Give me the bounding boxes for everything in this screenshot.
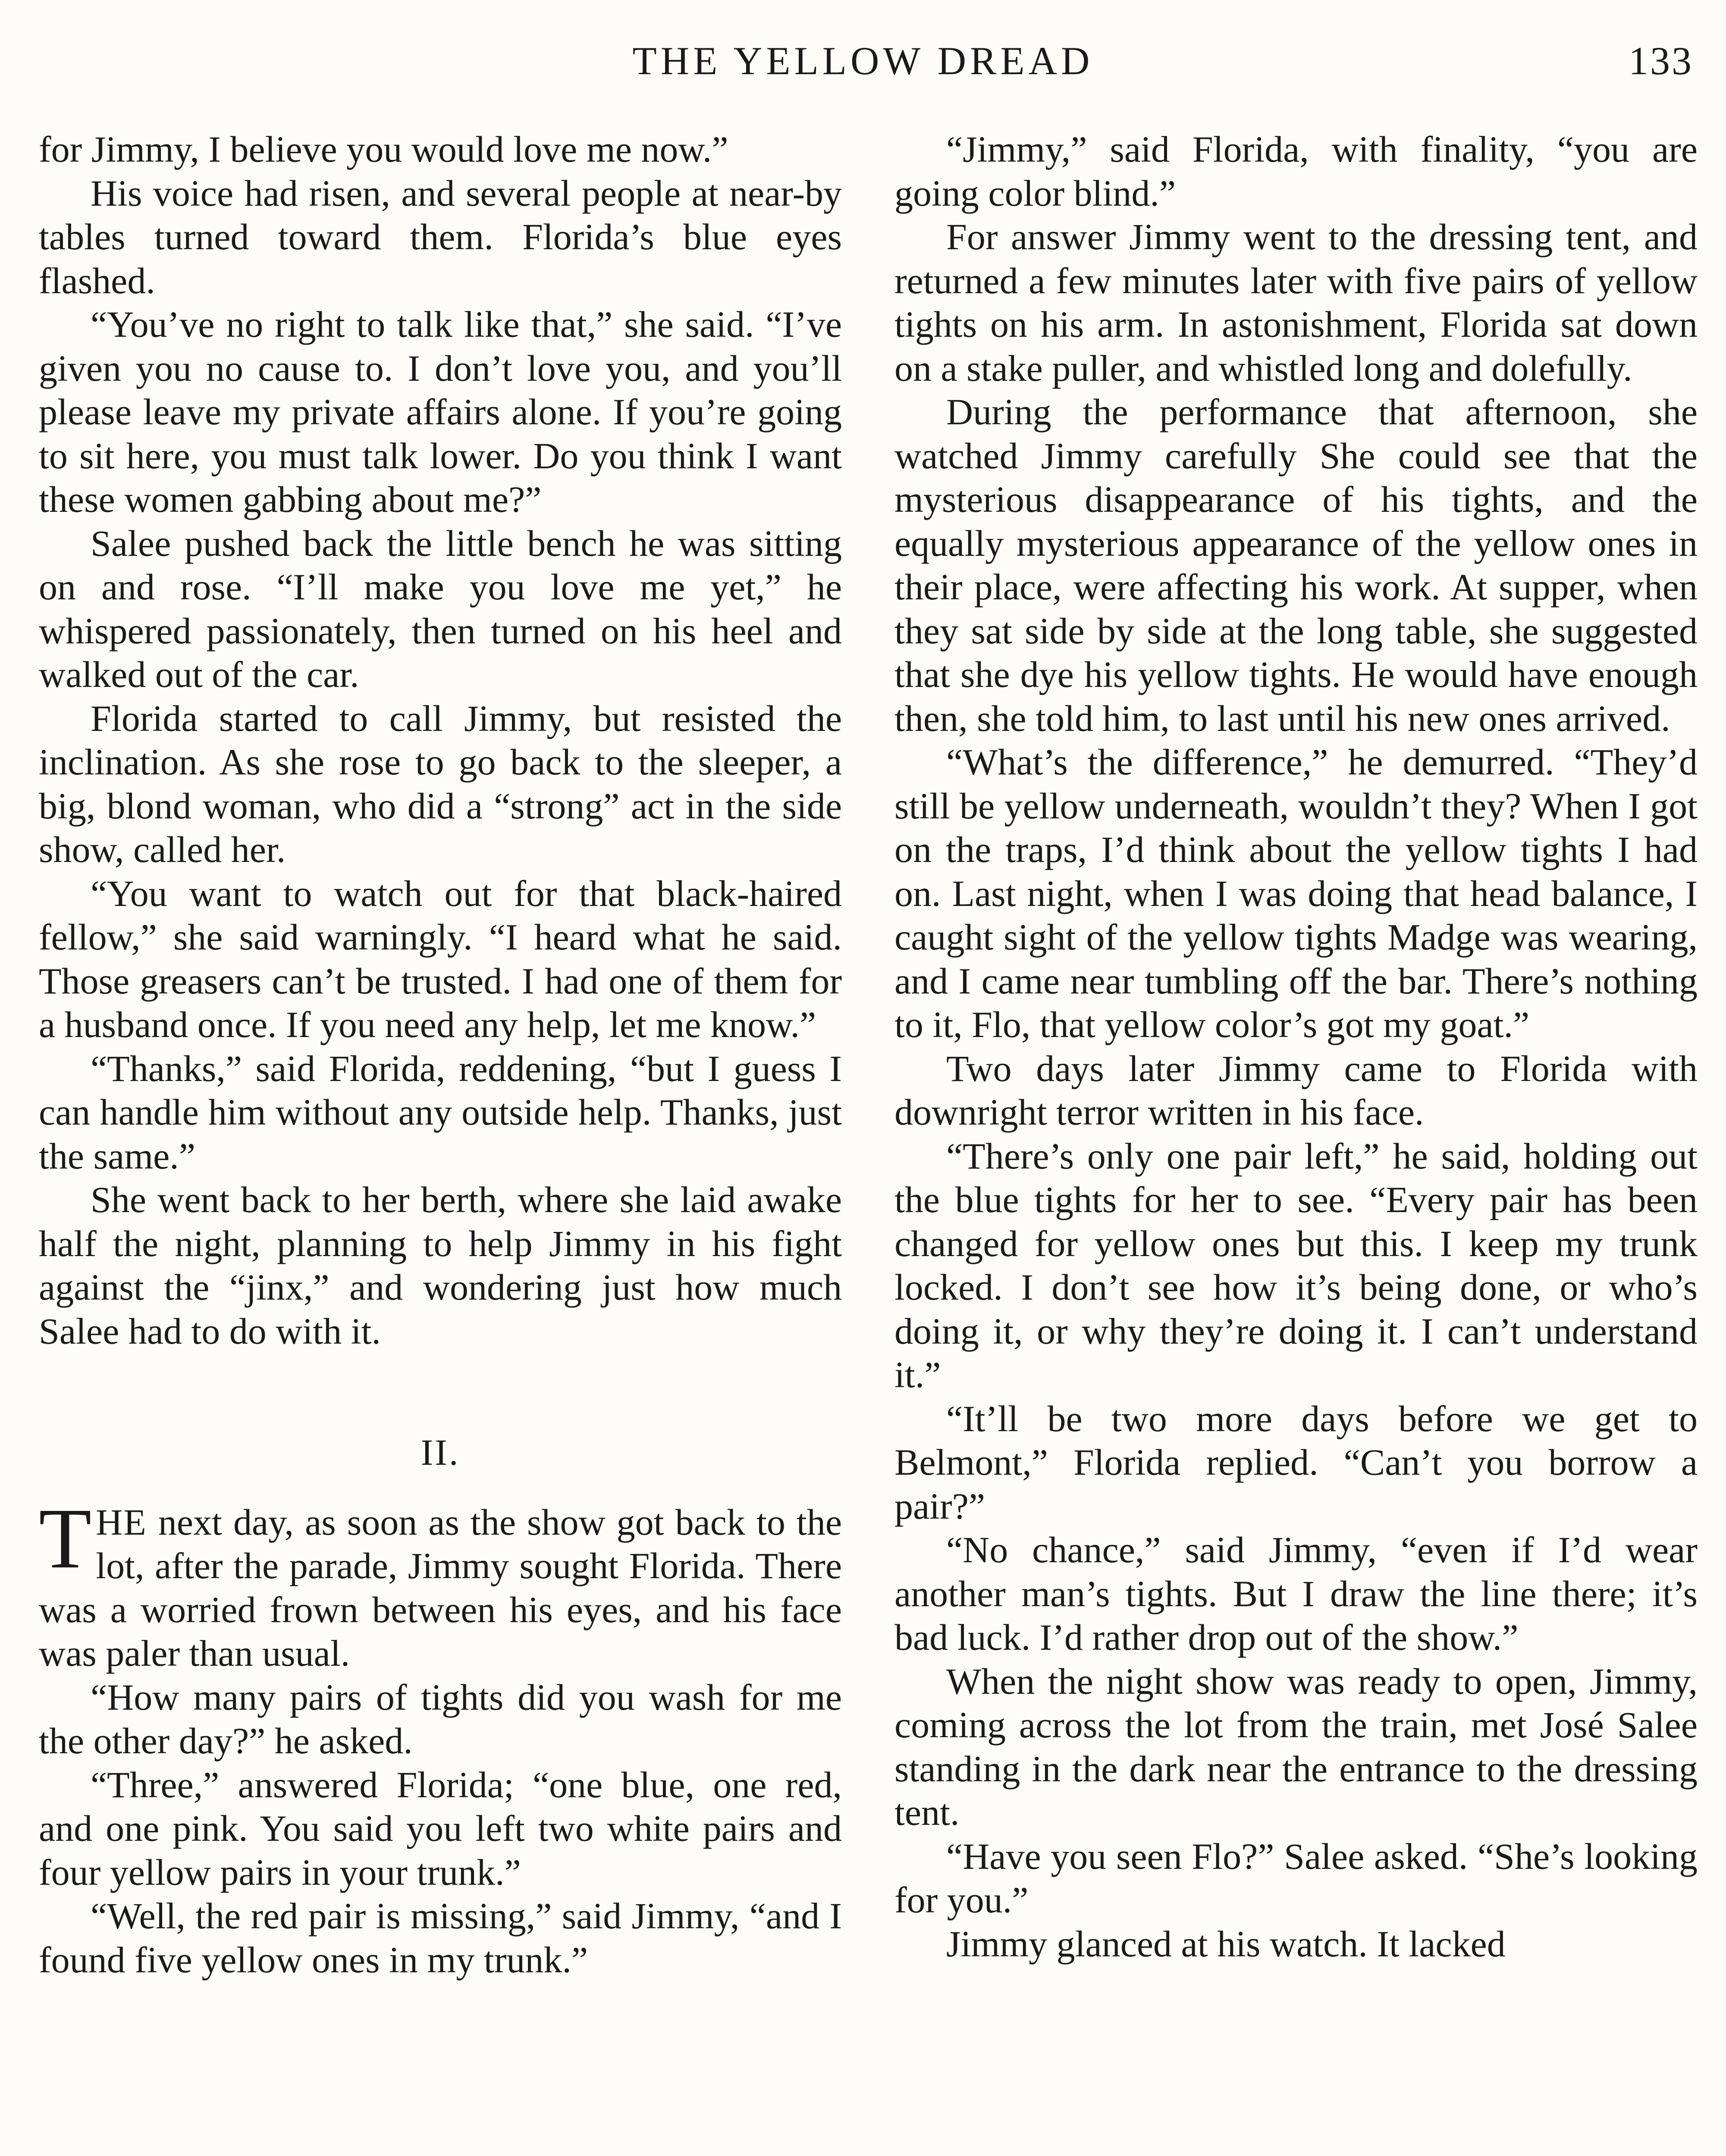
paragraph: “Well, the red pair is missing,” said Jimmy, “and I found five yellow ones in my trunk.” <box>39 1895 842 1981</box>
opening-word: HE <box>96 1501 147 1543</box>
paragraph: Jimmy glanced at his watch. It lacked <box>946 1923 1506 1965</box>
paragraph: “How many pairs of tights did you wash for me the other day?” he asked. <box>39 1676 842 1761</box>
running-title: THE YELLOW DREAD <box>632 39 1094 83</box>
paragraph: His voice had risen, and several people at near-by tables turned toward them. Florida’s blue eyes flashed. <box>39 172 842 301</box>
paragraph: During the performance that afternoon, she watched Jimmy carefully She could see that the mysterious disappearance of his tights, and the equally mysterious appearance of the yellow ones in their place, were affecting his work. At supper, when they sat side by side at the long table, she suggested that she dye his yellow tights. He would have enough then, she told him, to last until his new ones arrived. <box>894 391 1698 739</box>
paragraph: “It’ll be two more days before we get to Belmont,” Florida replied. “Can’t you borrow a pair?” <box>894 1398 1698 1527</box>
paragraph: “You’ve no right to talk like that,” she said. “I’ve given you no cause to. I don’t love you, and you’ll please leave my private affairs alone. If you’re going to sit here, you must talk lower. Do you think I want these women gabbing about me?” <box>39 304 842 520</box>
left-column <box>39 128 842 1982</box>
paragraph-text: next day, as soon as the show got back to the lot, after the parade, Jimmy sought Florida. There was a worried frown between his eyes, and his face was paler than usual. <box>39 1501 842 1674</box>
paragraph: “Jimmy,” said Florida, with finality, “you are going color blind.” <box>894 128 1698 214</box>
section-opening-paragraph <box>39 1491 842 1676</box>
paragraph: “Thanks,” said Florida, reddening, “but I guess I can handle him without any outside help. Thanks, just the same.” <box>39 1047 842 1177</box>
paragraph: “You want to watch out for that black-haired fellow,” she said warningly. “I heard what he said. Those greasers can’t be trusted. I had one of them for a husband once. If you need any help, let me know.” <box>39 872 842 1045</box>
paragraph: When the night show was ready to open, Jimmy, coming across the lot from the train, met José Salee standing in the dark near the entrance to the dressing tent. <box>894 1660 1698 1833</box>
paragraph: She went back to her berth, where she laid awake half the night, planning to help Jimmy in his fight against the “jinx,” and wondering just how much Salee had to do with it. <box>39 1179 842 1352</box>
right-column <box>894 128 1698 1966</box>
drop-cap: T <box>39 1491 92 1586</box>
paragraph: “What’s the difference,” he demurred. “They’d still be yellow underneath, wouldn’t they? When I got on the traps, I’d think about the yellow tights I had on. Last night, when I was doing that head balance, I caught sight of the yellow tights Madge was wearing, and I came near tumbling off the bar. There’s nothing to it, Flo, that yellow color’s got my goat.” <box>894 741 1698 1045</box>
paragraph: “Have you seen Flo?” Salee asked. “She’s looking for you.” <box>894 1835 1698 1921</box>
paragraph: For answer Jimmy went to the dressing tent, and returned a few minutes later with five pairs of yellow tights on his arm. In astonishment, Florida sat down on a stake puller, and whistled long and dolefully. <box>894 216 1698 389</box>
page-number: 133 <box>1629 39 1693 83</box>
paragraph: “There’s only one pair left,” he said, holding out the blue tights for her to see. “Every pair has been changed for yellow ones but this. I keep my trunk locked. I don’t see how it’s being done, or who’s doing it, or why they’re doing it. I can’t understand it.” <box>894 1135 1698 1395</box>
paragraph: for Jimmy, I believe you would love me now.” <box>39 128 728 170</box>
paragraph: Two days later Jimmy came to Florida with downright terror written in his face. <box>894 1047 1698 1133</box>
section-number: II. <box>421 1432 460 1473</box>
page-header <box>0 38 1726 94</box>
paragraph: “Three,” answered Florida; “one blue, one red, and one pink. You said you left two white pairs and four yellow pairs in your trunk.” <box>39 1764 842 1893</box>
paragraph: “No chance,” said Jimmy, “even if I’d wear another man’s tights. But I draw the line there; it’s bad luck. I’d rather drop out of the show.” <box>894 1529 1698 1658</box>
paragraph: Florida started to call Jimmy, but resisted the inclination. As she rose to go back to the sleeper, a big, blond woman, who did a “strong” act in the side show, called her. <box>39 697 842 870</box>
paragraph: Salee pushed back the little bench he was sitting on and rose. “I’ll make you love me yet,” he whispered passionately, then turned on his heel and walked out of the car. <box>39 522 842 695</box>
